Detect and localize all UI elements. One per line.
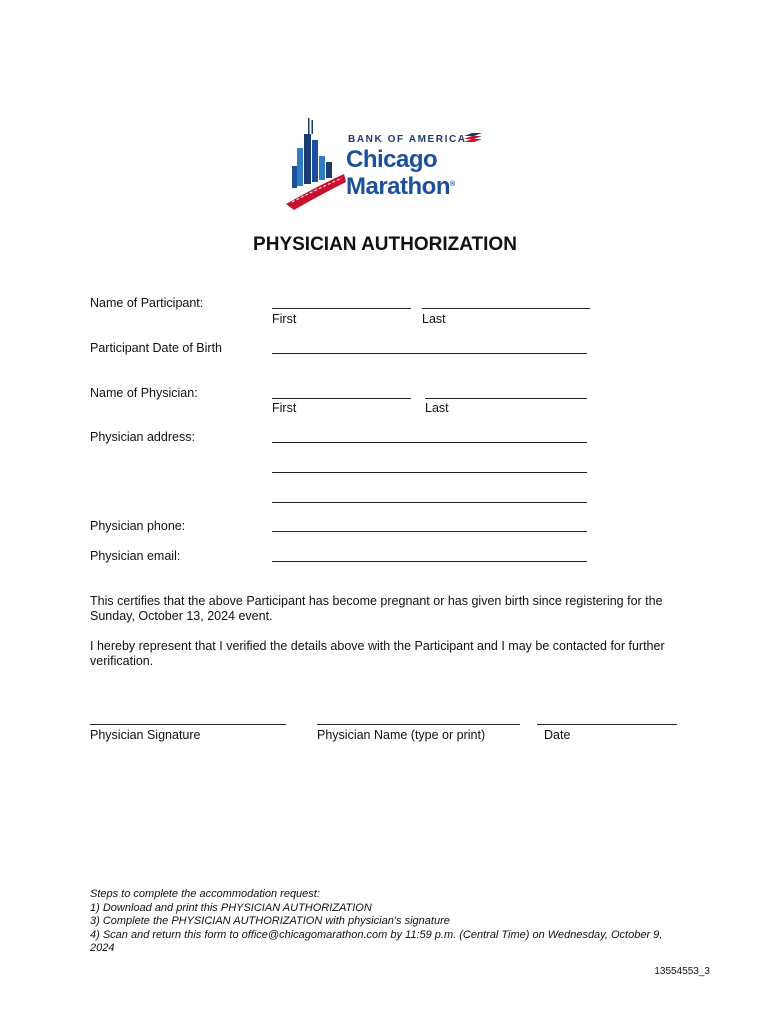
step-item: 4) Scan and return this form to office@chicagomarathon.com by 11:59 p.m. (Central Time) on Wednesday, October 9, (90, 928, 663, 941)
document-id: 13554553_3 (654, 966, 710, 977)
physician-address-line-2[interactable] (272, 472, 587, 473)
participant-dob-label: Participant Date of Birth (90, 341, 223, 355)
verification-paragraph: I hereby represent that I verified the details above with the Participant and I may be contacted for further verification. (90, 639, 665, 668)
physician-phone-label: Physician phone: (90, 519, 186, 533)
physician-printed-name-line[interactable] (317, 724, 520, 725)
physician-last-caption: Last (425, 401, 449, 415)
page-title: PHYSICIAN AUTHORIZATION (253, 234, 517, 255)
steps-heading: Steps to complete the accommodation request: (90, 888, 320, 900)
date-caption: Date (544, 728, 571, 742)
logo-chicago: Chicago (346, 146, 438, 173)
physician-first-caption: First (272, 401, 297, 415)
sponsor-name: BANK OF AMERICA (348, 134, 467, 145)
participant-last-caption: Last (422, 312, 446, 326)
participant-name-label: Name of Participant: (90, 296, 204, 310)
physician-email-line[interactable] (272, 561, 587, 562)
participant-dob-line[interactable] (272, 353, 587, 354)
physician-last-name-line[interactable] (425, 398, 587, 399)
steps-section (90, 888, 700, 956)
physician-signature-line[interactable] (90, 724, 286, 725)
date-line[interactable] (537, 724, 677, 725)
physician-address-line-1[interactable] (272, 442, 587, 443)
physician-address-line-3[interactable] (272, 502, 587, 503)
physician-printed-name-caption: Physician Name (type or print) (317, 728, 486, 742)
physician-name-label: Name of Physician: (90, 386, 198, 400)
step-item: 3) Complete the PHYSICIAN AUTHORIZATION with physician’s signature (90, 915, 450, 927)
participant-first-name-line[interactable] (272, 308, 411, 309)
physician-first-name-line[interactable] (272, 398, 411, 399)
step-item: 2024 (90, 942, 115, 954)
certification-paragraph: This certifies that the above Participant has become pregnant or has given birth since registering for the Sunday, October 13, 2024 event. (90, 594, 663, 623)
physician-signature-caption: Physician Signature (90, 728, 201, 742)
flag-icon (462, 132, 484, 144)
logo-marathon: Marathon® (346, 173, 455, 200)
participant-first-caption: First (272, 312, 297, 326)
chicago-marathon-logo (282, 112, 492, 212)
participant-last-name-line[interactable] (422, 308, 590, 309)
step-item: 1) Download and print this PHYSICIAN AUTHORIZATION (90, 901, 372, 914)
skyline-road-icon (282, 112, 348, 212)
physician-address-label: Physician address: (90, 430, 195, 444)
physician-email-label: Physician email: (90, 549, 181, 563)
physician-phone-line[interactable] (272, 531, 587, 532)
